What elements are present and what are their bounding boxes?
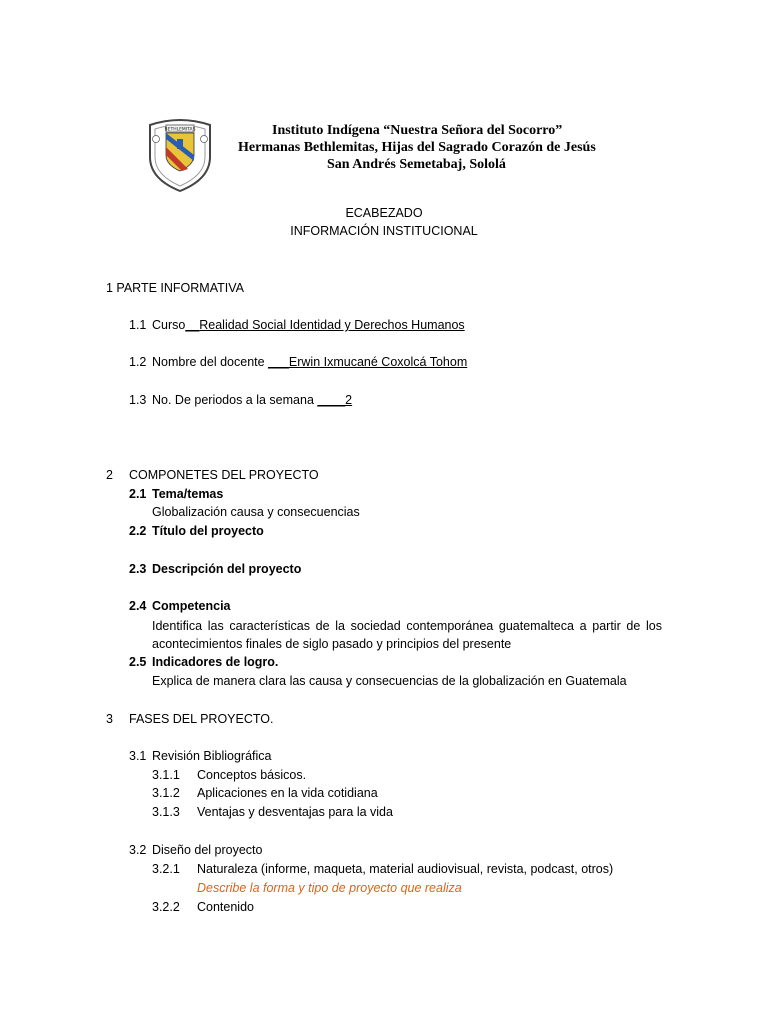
diseno-label: Diseño del proyecto (152, 843, 263, 857)
curso-blank: __ (185, 318, 200, 332)
tema-num: 2.1 (129, 487, 147, 501)
school-crest-logo (144, 117, 216, 193)
descripcion-num: 2.3 (129, 562, 147, 576)
curso-num: 1.1 (129, 318, 147, 332)
list-item: Contenido (197, 900, 254, 914)
section1-heading: 1 PARTE INFORMATIVA (106, 281, 244, 295)
docente-value: Erwin Ixmucané Coxolcá Tohom (288, 355, 468, 369)
periodos-num: 1.3 (129, 393, 147, 407)
curso-line (152, 318, 465, 332)
periodos-value: ____2 (317, 393, 353, 407)
section3-heading: FASES DEL PROYECTO. (129, 712, 274, 726)
section3-num: 3 (106, 712, 113, 726)
list-item: Conceptos básicos. (197, 768, 307, 782)
competencia-text: Identifica las características de la sociedad contemporánea guatemalteca a partir de los acontecimientos finales de siglo pasado y principios del presente (152, 619, 662, 651)
docente-num: 1.2 (129, 355, 147, 369)
list-item-num: 3.1.3 (152, 805, 180, 819)
curso-value: Realidad Social Identidad y Derechos Humanos (199, 318, 465, 332)
revision-label: Revisión Bibliográfica (152, 749, 272, 763)
list-item-num: 3.1.1 (152, 768, 180, 782)
section2-num: 2 (106, 468, 113, 482)
descripcion-label: Descripción del proyecto (152, 562, 302, 576)
titulo-num: 2.2 (129, 524, 147, 538)
title-ecabezado: ECABEZADO (345, 206, 423, 220)
competencia-num: 2.4 (129, 599, 147, 613)
revision-num: 3.1 (129, 749, 147, 763)
section2-heading: COMPONETES DEL PROYECTO (129, 468, 319, 482)
curso-label: Curso (152, 318, 186, 332)
institution-name: Instituto Indígena “Nuestra Señora del Socorro” (272, 123, 563, 138)
tema-text: Globalización causa y consecuencias (152, 505, 360, 519)
periodos-label: No. De periodos a la semana (152, 393, 318, 407)
congregation-name: Hermanas Bethlemitas, Hijas del Sagrado Corazón de Jesús (238, 140, 596, 155)
list-item: Aplicaciones en la vida cotidiana (197, 786, 378, 800)
list-item-num: 3.2.1 (152, 862, 180, 876)
list-item: Ventajas y desventajas para la vida (197, 805, 393, 819)
list-item: Naturaleza (informe, maqueta, material audiovisual, revista, podcast, otros) (197, 862, 614, 876)
naturaleza-hint: Describe la forma y tipo de proyecto que realiza (197, 881, 462, 895)
docente-label: Nombre del docente (152, 355, 269, 369)
title-informacion-institucional: INFORMACIÓN INSTITUCIONAL (290, 224, 478, 238)
periodos-line (152, 393, 352, 407)
diseno-num: 3.2 (129, 843, 147, 857)
tema-label: Tema/temas (152, 487, 224, 501)
list-item-num: 3.2.2 (152, 900, 180, 914)
indicadores-label: Indicadores de logro. (152, 655, 279, 669)
list-item-num: 3.1.2 (152, 786, 180, 800)
location: San Andrés Semetabaj, Sololá (327, 157, 506, 172)
titulo-label: Título del proyecto (152, 524, 264, 538)
indicadores-num: 2.5 (129, 655, 147, 669)
docente-blank: ___ (268, 355, 289, 369)
docente-line (152, 355, 467, 369)
indicadores-text: Explica de manera clara las causa y consecuencias de la globalización en Guatemala (152, 674, 627, 688)
svg-text:BETHLEMITAS: BETHLEMITAS (164, 127, 196, 133)
competencia-label: Competencia (152, 599, 231, 613)
